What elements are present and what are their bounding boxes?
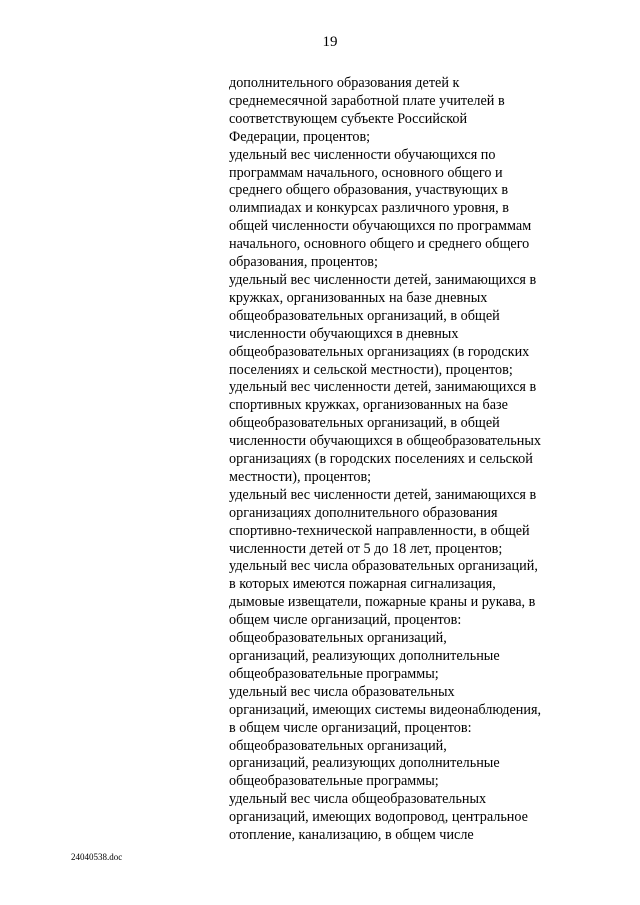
text-line: численности обучающихся в общеобразовательных — [229, 433, 541, 450]
text-line: численности детей от 5 до 18 лет, процентов; — [229, 540, 503, 557]
text-line: общей численности обучающихся по программам — [229, 218, 532, 235]
text-line: в которых имеются пожарная сигнализация, — [229, 576, 496, 593]
text-line: образования, процентов; — [229, 254, 378, 271]
text-line: общеобразовательные программы; — [229, 773, 439, 790]
text-line: организаций, реализующих дополнительные — [229, 755, 500, 772]
text-line: дымовые извещатели, пожарные краны и рукава, в — [229, 594, 536, 611]
text-line: программам начального, основного общего и — [229, 164, 503, 181]
text-line: общеобразовательных организациях (в городских — [229, 343, 530, 360]
text-line: удельный вес числа общеобразовательных — [229, 791, 487, 808]
text-line: начального, основного общего и среднего общего — [229, 236, 530, 253]
text-line: дополнительного образования детей к — [229, 75, 460, 91]
text-line: среднего общего образования, участвующих в — [229, 182, 509, 199]
text-line: кружках, организованных на базе дневных — [229, 289, 488, 306]
text-line: соответствующем субъекте Российской — [229, 110, 468, 127]
text-line: местности), процентов; — [229, 468, 372, 485]
text-line: численности обучающихся в дневных — [229, 325, 459, 342]
page-number: 19 — [322, 34, 338, 50]
text-line: спортивных кружках, организованных на базе — [229, 397, 508, 414]
document-file-code: 24040538.doc — [71, 852, 123, 862]
text-line: среднемесячной заработной плате учителей в — [229, 92, 505, 109]
text-line: организаций, имеющих водопровод, центральное — [229, 809, 528, 826]
text-line: спортивно-технической направленности, в общей — [229, 522, 530, 539]
text-line: общеобразовательных организаций, в общей — [229, 307, 500, 324]
text-line: организациях (в городских поселениях и сельской — [229, 451, 533, 468]
text-line: удельный вес числа образовательных организаций, — [229, 558, 538, 575]
text-line: поселениях и сельской местности), процентов; — [229, 361, 513, 378]
text-line: общеобразовательных организаций, — [229, 630, 447, 647]
text-line: общеобразовательных организаций, — [229, 737, 447, 754]
text-line: общем числе организаций, процентов: — [229, 612, 462, 629]
text-line: олимпиадах и конкурсах различного уровня, в — [229, 200, 509, 217]
text-line: общеобразовательных организаций, в общей — [229, 415, 500, 432]
text-line: удельный вес численности детей, занимающихся в — [229, 271, 537, 288]
text-line: удельный вес численности обучающихся по — [229, 146, 496, 163]
text-line: организаций, имеющих системы видеонаблюдения, — [229, 701, 542, 718]
text-line: удельный вес численности детей, занимающихся в — [229, 379, 537, 396]
text-line: удельный вес численности детей, занимающихся в — [229, 486, 537, 503]
text-line: Федерации, процентов; — [229, 128, 371, 145]
text-line: организациях дополнительного образования — [229, 504, 498, 521]
text-line: в общем числе организаций, процентов: — [229, 719, 472, 736]
document-body-text — [229, 75, 581, 845]
text-line: удельный вес числа образовательных — [229, 683, 455, 700]
text-line: отопление, канализацию, в общем числе — [229, 827, 474, 844]
text-line: общеобразовательные программы; — [229, 665, 439, 682]
text-line: организаций, реализующих дополнительные — [229, 648, 500, 664]
